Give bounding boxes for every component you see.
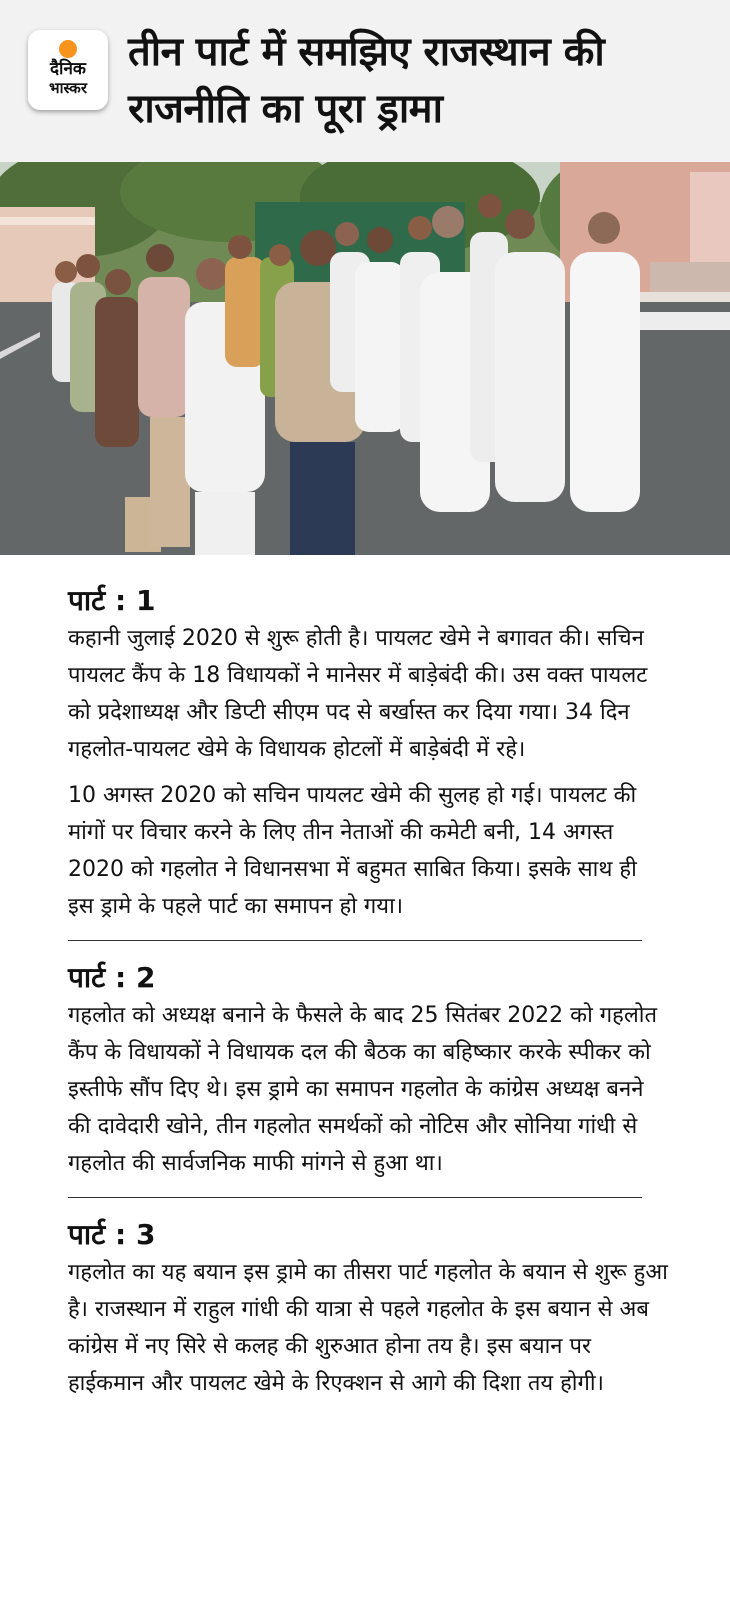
part-3-paragraph-1: गहलोत का यह बयान इस ड्रामे का तीसरा पार्ट गहलोत के बयान से शुरू हुआ है। राजस्थान में राहुल गांधी की यात्रा से पहले गहलोत के इस बयान से अब कांग्रेस में नए सिरे से कलह की शुरुआत होना तय है। इस बयान पर हाईकमान और पायलट खेमे के रिएक्शन से आगे की दिशा तय होगी। (68, 1260, 668, 1396)
divider (68, 1197, 642, 1198)
news-photo (0, 162, 730, 555)
part-1-title: पार्ट : 1 (68, 584, 156, 617)
logo-text-line1: दैनिक (50, 59, 86, 79)
part-1 (68, 582, 668, 925)
part-3 (68, 1216, 668, 1402)
part-3-title: पार्ट : 3 (68, 1218, 156, 1251)
dainik-bhaskar-logo[interactable] (28, 30, 108, 110)
group-of-men-photo-icon (0, 162, 730, 555)
part-2-title: पार्ट : 2 (68, 961, 156, 994)
part-1-paragraph-2: 10 अगस्त 2020 को सचिन पायलट खेमे की सुलह हो गई। पायलट की मांगों पर विचार करने के लिए तीन नेताओं की कमेटी बनी, 14 अगस्त 2020 को गहलोत ने विधानसभा में बहुमत साबित किया। इसके साथ ही इस ड्रामे के पहले पार्ट का समापन हो गया। (68, 783, 637, 919)
part-2-paragraph-1: गहलोत को अध्यक्ष बनाने के फैसले के बाद 25 सितंबर 2022 को गहलोत कैंप के विधायकों ने विधायक दल की बैठक का बहिष्कार करके स्पीकर को इस्तीफे सौंप दिए थे। इस ड्रामे का समापन गहलोत के कांग्रेस अध्यक्ष बनने की दावेदारी खोने, तीन गहलोत समर्थकों को नोटिस और सोनिया गांधी से गहलोत की सार्वजनिक माफी मांगने से हुआ था। (68, 1003, 657, 1176)
divider (68, 940, 642, 941)
logo-text-line2: भास्कर (49, 79, 87, 97)
sun-icon (59, 40, 77, 58)
part-1-paragraph-1: कहानी जुलाई 2020 से शुरू होती है। पायलट खेमे ने बगावत की। सचिन पायलट कैंप के 18 विधायकों ने मानेसर में बाड़ेबंदी की। उस वक्त पायलट को प्रदेशाध्यक्ष और डिप्टी सीएम पद से बर्खास्त कर दिया गया। 34 दिन गहलोत-पायलट खेमे के विधायक होटलों में बाड़ेबंदी में रहे। (68, 626, 648, 762)
article-body (68, 582, 668, 1411)
header (0, 0, 730, 162)
part-2 (68, 959, 668, 1182)
headline: तीन पार्ट में समझिए राजस्थान की राजनीति का पूरा ड्रामा (128, 29, 605, 132)
